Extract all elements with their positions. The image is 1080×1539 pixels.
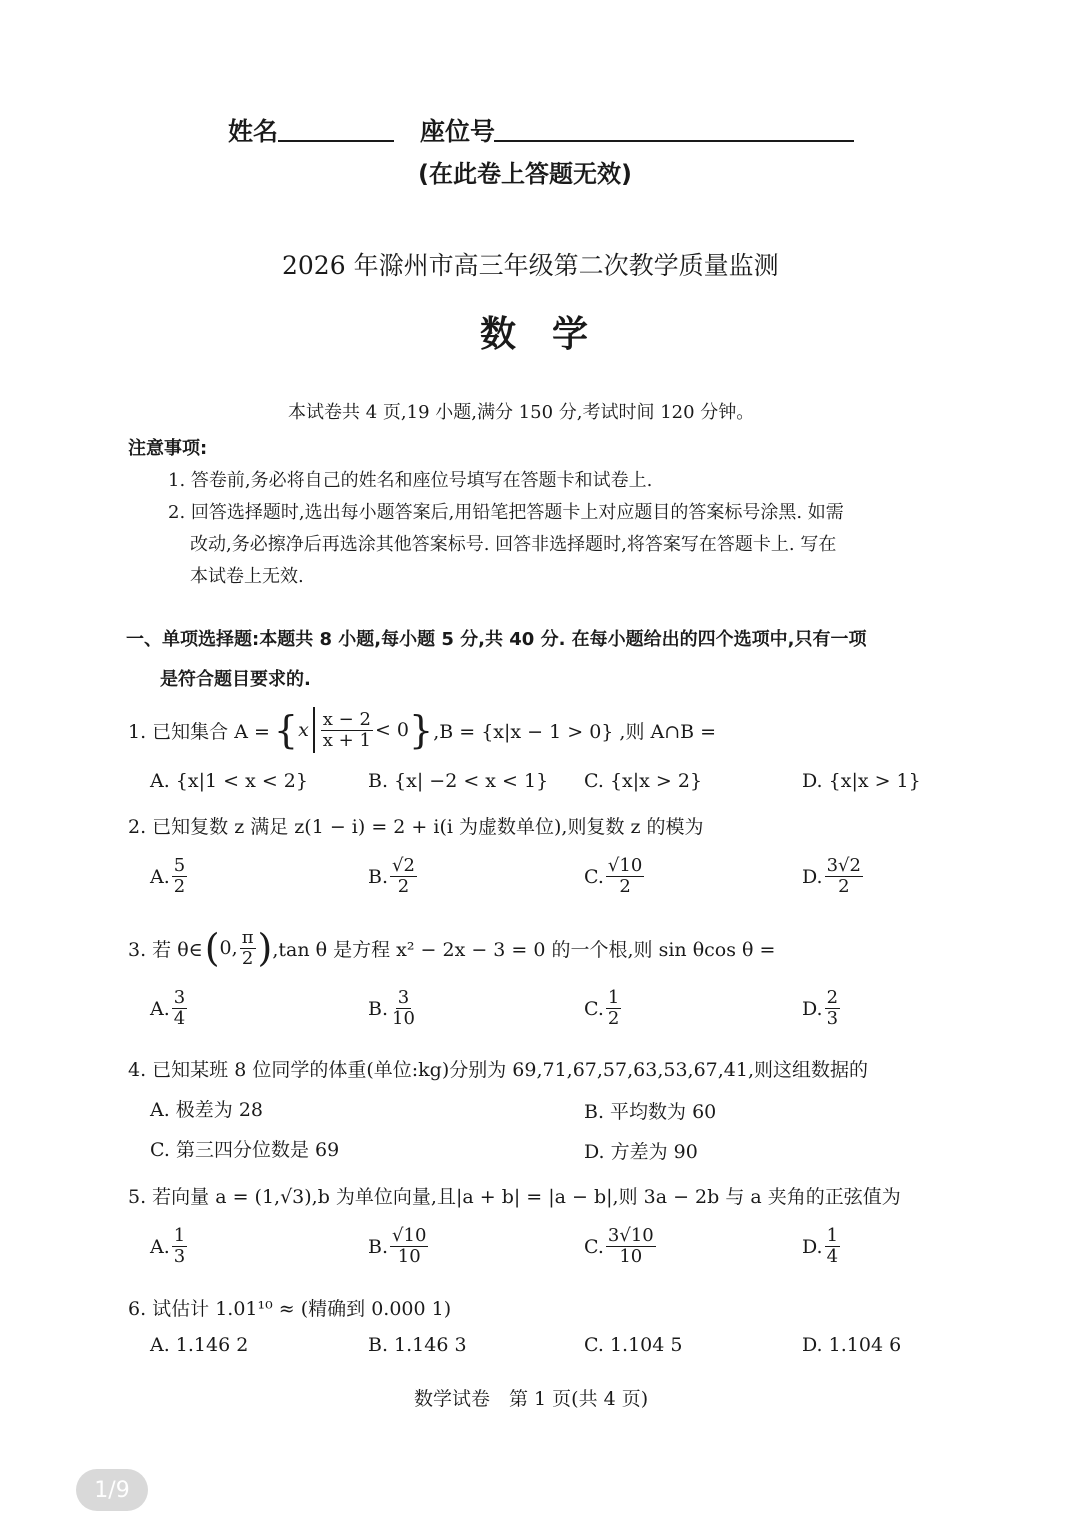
q2-option-d (802, 856, 865, 897)
q5-option-b-num: √10 (392, 1225, 427, 1246)
q3-option-b-num: 3 (397, 987, 410, 1008)
q1-var: x (298, 719, 309, 741)
seat-label: 座位号 (420, 117, 496, 146)
q3-close-paren: ) (257, 926, 273, 970)
name-label: 姓名 (228, 117, 279, 146)
q6-option-c: C. 1.104 5 (584, 1334, 683, 1356)
question-2-stem: 2. 已知复数 z 满足 z(1 − i) = 2 + i(i 为虚数单位),则复数 z 的模为 (128, 816, 704, 838)
q1-option-d: D. {x|x > 1} (802, 770, 921, 792)
q1-option-c: C. {x|x > 2} (584, 770, 703, 792)
q2-option-c (584, 856, 646, 897)
q2-option-a-label: A. (150, 865, 170, 888)
q3-option-a-frac (172, 988, 187, 1029)
q4-option-a: A. 极差为 28 (150, 1099, 264, 1121)
subject-title: 数 学 (480, 314, 589, 355)
seat-blank (494, 114, 854, 142)
q5-option-c-den: 10 (619, 1246, 643, 1267)
notice-item-2-line-1: 2. 回答选择题时,选出每小题答案后,用铅笔把答题卡上对应题目的答案标号涂黑. 如需 (168, 502, 844, 523)
q5-option-c-label: C. (584, 1235, 604, 1258)
q2-option-d-frac (825, 856, 863, 897)
q5-option-d-den: 4 (826, 1246, 839, 1267)
q5-option-b-label: B. (368, 1235, 389, 1258)
q3-option-b-label: B. (368, 997, 389, 1020)
q3-option-d-num: 2 (826, 987, 839, 1008)
q5-option-c-num: 3√10 (607, 1225, 654, 1246)
q4-option-b: B. 平均数为 60 (584, 1101, 717, 1123)
q2-option-a-num: 5 (173, 855, 186, 876)
q5-option-a-num: 1 (173, 1225, 186, 1246)
q2-option-d-den: 2 (838, 876, 850, 897)
q3-option-a (150, 988, 189, 1029)
question-6-stem: 6. 试估计 1.01¹⁰ ≈ (精确到 0.000 1) (128, 1298, 452, 1320)
q2-option-b-den: 2 (397, 876, 410, 897)
page-indicator: 1/9 (76, 1469, 148, 1511)
q2-option-c-num: √10 (607, 855, 643, 876)
q3-option-a-num: 3 (173, 987, 186, 1008)
q3-option-c-label: C. (584, 997, 604, 1020)
q5-option-d-num: 1 (826, 1225, 839, 1246)
q3-option-c (584, 988, 623, 1029)
exam-info: 本试卷共 4 页,19 小题,满分 150 分,考试时间 120 分钟。 (288, 402, 755, 423)
q1-option-b: B. {x| −2 < x < 1} (368, 770, 549, 792)
q3-option-c-num: 1 (607, 987, 620, 1008)
q5-option-d-label: D. (802, 1235, 823, 1258)
q1-frac-num: x − 2 (322, 708, 371, 730)
q3-pi: π (241, 926, 254, 948)
notice-item-2-line-3: 本试卷上无效. (190, 566, 304, 587)
q5-option-a-label: A. (150, 1235, 170, 1258)
q1-option-a: A. {x|1 < x < 2} (150, 770, 308, 792)
q5-option-b-den: 10 (397, 1246, 421, 1267)
q4-option-c: C. 第三四分位数是 69 (150, 1139, 340, 1161)
q2-option-d-label: D. (802, 865, 823, 888)
q2-option-a-frac (172, 856, 187, 897)
section1-heading-cont: 是符合题目要求的. (160, 669, 311, 690)
q1-frac-den: x + 1 (322, 729, 371, 751)
q2-option-b-label: B. (368, 865, 389, 888)
q1-fraction (321, 710, 373, 751)
q3-option-c-den: 2 (607, 1008, 620, 1029)
q6-option-d: D. 1.104 6 (802, 1334, 902, 1356)
q5-option-a (150, 1226, 189, 1267)
notice-item-1: 1. 答卷前,务必将自己的姓名和座位号填写在答题卡和试卷上. (168, 470, 653, 491)
q3-open-paren: ( (204, 926, 220, 970)
q1-bar (313, 707, 315, 753)
q5-option-c (584, 1226, 658, 1267)
q5-option-b-frac (390, 1226, 428, 1267)
notice-item-2-line-2: 改动,务必擦净后再选涂其他答案标号. 回答非选择题时,将答案写在答题卡上. 写在 (190, 534, 837, 555)
exam-title: 2026 年滁州市高三年级第二次教学质量监测 (282, 251, 779, 280)
q2-option-c-label: C. (584, 865, 604, 888)
q3-option-b-den: 10 (392, 1008, 415, 1029)
q3-two: 2 (241, 947, 254, 969)
q6-option-a: A. 1.146 2 (150, 1334, 249, 1356)
q2-option-c-den: 2 (619, 876, 631, 897)
q3-option-a-den: 4 (173, 1008, 186, 1029)
q4-option-d: D. 方差为 90 (584, 1141, 698, 1163)
q2-option-a-den: 2 (173, 876, 186, 897)
name-blank (278, 114, 394, 142)
q3-zero: 0, (219, 937, 238, 959)
notice-title: 注意事项: (128, 438, 208, 459)
question-1-stem (128, 702, 716, 758)
q5-option-b (368, 1226, 430, 1267)
q3-option-c-frac (606, 988, 621, 1029)
q1-ineq: < 0 (374, 719, 409, 741)
q1-brace-close: } (409, 708, 434, 752)
q2-option-b (368, 856, 419, 897)
q3-option-b-frac (390, 988, 417, 1029)
q3-rest: ,tan θ 是方程 x² − 2x − 3 = 0 的一个根,则 sin θcos θ = (272, 938, 776, 961)
q6-option-b: B. 1.146 3 (368, 1334, 467, 1356)
page-footer: 数学试卷 第 1 页(共 4 页) (414, 1388, 649, 1410)
q2-option-a (150, 856, 189, 897)
question-5-stem: 5. 若向量 a = (1,√3),b 为单位向量,且|a + b| = |a − b|,则 3a − 2b 与 a 夹角的正弦值为 (128, 1186, 901, 1208)
q5-option-a-den: 3 (173, 1246, 186, 1267)
q2-option-b-frac (390, 856, 417, 897)
q5-option-d-frac (825, 1226, 840, 1267)
question-4-stem: 4. 已知某班 8 位同学的体重(单位:kg)分别为 69,71,67,57,63,53,67,41,则这组数据的 (128, 1059, 869, 1081)
q1-rest: ,B = {x|x − 1 > 0} ,则 A∩B = (433, 720, 717, 743)
q3-option-d-den: 3 (826, 1008, 839, 1029)
invalid-note: (在此卷上答题无效) (418, 160, 632, 188)
q2-option-d-num: 3√2 (826, 855, 861, 876)
q5-option-a-frac (172, 1226, 187, 1267)
q3-pi-frac (240, 928, 256, 969)
q3-option-d-label: D. (802, 997, 823, 1020)
q5-option-d (802, 1226, 842, 1267)
q5-option-c-frac (606, 1226, 656, 1267)
q1-brace-open: { (273, 708, 299, 752)
section1-heading: 一、单项选择题:本题共 8 小题,每小题 5 分,共 40 分. 在每小题给出的四个选项中,只有一项 (126, 629, 867, 650)
q3-option-d (802, 988, 842, 1029)
q1-prefix: 1. 已知集合 A = (128, 720, 270, 743)
q2-option-b-num: √2 (392, 855, 415, 876)
q3-option-b (368, 988, 419, 1029)
q3-prefix: 3. 若 θ∈ (128, 938, 203, 961)
q3-option-d-frac (825, 988, 840, 1029)
q3-option-a-label: A. (150, 997, 170, 1020)
q2-option-c-frac (606, 856, 644, 897)
question-3-stem (128, 922, 775, 974)
